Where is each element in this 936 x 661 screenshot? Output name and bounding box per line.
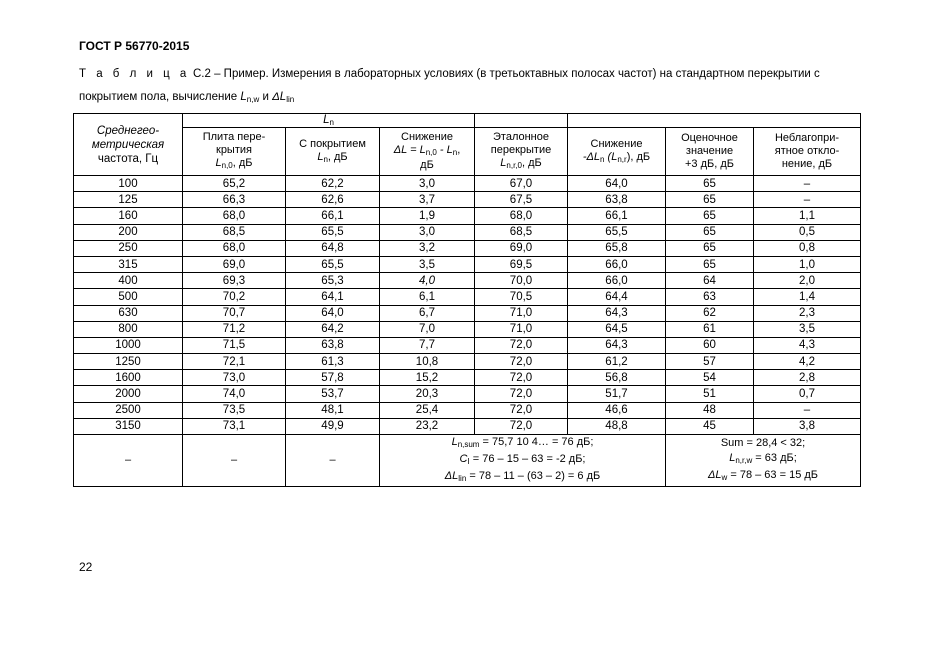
table-cell: 160: [74, 208, 183, 224]
table-cell: 315: [74, 256, 183, 272]
caption-var1: L: [240, 91, 247, 103]
table-cell: 64: [666, 273, 754, 289]
table-cell: –: [754, 176, 861, 192]
table-caption: [79, 63, 869, 111]
table-cell: 800: [74, 321, 183, 337]
table-row: [74, 354, 861, 370]
table-row: [74, 418, 861, 434]
summary-cell: –: [74, 435, 183, 487]
table-cell: 67,0: [475, 176, 568, 192]
table-cell: 3,8: [754, 418, 861, 434]
table-cell: 2,0: [754, 273, 861, 289]
table-cell: 62: [666, 305, 754, 321]
col-header-deviation: Неблагопри- ятное откло- нение, дБ: [754, 128, 861, 176]
table-cell: 64,8: [286, 240, 380, 256]
table-cell: 46,6: [568, 402, 666, 418]
col-header-reduction-2: Снижение $-\Delta L_n$ $(L_{n,r})$, дБ: [568, 128, 666, 176]
col-group-header-ln: $L_n$: [183, 114, 475, 128]
table-cell: 3,5: [380, 256, 475, 272]
table-cell: 61: [666, 321, 754, 337]
table-cell: 63: [666, 289, 754, 305]
table-cell: 3150: [74, 418, 183, 434]
document-header: ГОСТ Р 56770-2015: [79, 39, 190, 53]
table-row: [74, 289, 861, 305]
table-cell: 70,2: [183, 289, 286, 305]
table-cell: 63,8: [286, 337, 380, 353]
table-cell: 4,2: [754, 354, 861, 370]
table-cell: 68,0: [475, 208, 568, 224]
table-cell: 3,5: [754, 321, 861, 337]
table-cell: 61,2: [568, 354, 666, 370]
table-cell: 71,0: [475, 321, 568, 337]
caption-var1-sub: n,w: [246, 95, 260, 104]
table-cell: 65: [666, 256, 754, 272]
table-cell: 23,2: [380, 418, 475, 434]
table-row: [74, 224, 861, 240]
table-cell: –: [754, 192, 861, 208]
table-cell: 65,8: [568, 240, 666, 256]
table-row: [74, 208, 861, 224]
table-cell: 68,5: [183, 224, 286, 240]
table-cell: 15,2: [380, 370, 475, 386]
table-cell: 64,3: [568, 337, 666, 353]
table-cell: 3,0: [380, 176, 475, 192]
col-group-header-empty-2: [568, 114, 861, 128]
table-cell: 73,5: [183, 402, 286, 418]
table-cell: 64,3: [568, 305, 666, 321]
table-cell: 2000: [74, 386, 183, 402]
table-cell: 53,7: [286, 386, 380, 402]
table-cell: 57: [666, 354, 754, 370]
table-cell: 64,2: [286, 321, 380, 337]
table-cell: 71,2: [183, 321, 286, 337]
table-cell: 72,0: [475, 386, 568, 402]
table-cell: –: [754, 402, 861, 418]
table-cell: 72,0: [475, 402, 568, 418]
table-cell: 2500: [74, 402, 183, 418]
table-cell: 67,5: [475, 192, 568, 208]
col-group-header-empty: [475, 114, 568, 128]
table-row: [74, 256, 861, 272]
table-cell: 68,5: [475, 224, 568, 240]
table-cell: 64,0: [286, 305, 380, 321]
table-cell: 72,0: [475, 354, 568, 370]
table-cell: 0,5: [754, 224, 861, 240]
table-cell: 66,0: [568, 256, 666, 272]
table-cell: 69,3: [183, 273, 286, 289]
table-cell: 500: [74, 289, 183, 305]
table-row: [74, 402, 861, 418]
table-cell: 54: [666, 370, 754, 386]
table-cell: 250: [74, 240, 183, 256]
table-cell: 51: [666, 386, 754, 402]
table-cell: 100: [74, 176, 183, 192]
table-cell: 1250: [74, 354, 183, 370]
table-cell: 64,4: [568, 289, 666, 305]
table-row: [74, 305, 861, 321]
table-cell: 63,8: [568, 192, 666, 208]
table-row: [74, 273, 861, 289]
table-cell: 48: [666, 402, 754, 418]
table-row: [74, 370, 861, 386]
table-cell: 65: [666, 224, 754, 240]
table-cell: 3,7: [380, 192, 475, 208]
table-cell: 6,7: [380, 305, 475, 321]
table-cell: 72,0: [475, 337, 568, 353]
table-cell: 68,0: [183, 240, 286, 256]
table-cell: 0,7: [754, 386, 861, 402]
table-cell: 1,4: [754, 289, 861, 305]
table-cell: 65: [666, 208, 754, 224]
table-cell: 74,0: [183, 386, 286, 402]
table-cell: 60: [666, 337, 754, 353]
table-cell: 68,0: [183, 208, 286, 224]
col-header-slab: Плита пере- крытия $L_{n,0}$, дБ: [183, 128, 286, 176]
summary-formulas-left: $L_{n,sum} = 75,7$ 10 4… = 76 дБ; $C_I = 76 - 15 - 63 = -2$ дБ; $\Delta L_{lin} = 78 - 11 - (63 - 2) = 6$ дБ: [380, 435, 666, 487]
table-cell: 72,0: [475, 418, 568, 434]
table-cell: 61,3: [286, 354, 380, 370]
table-cell: 48,8: [568, 418, 666, 434]
table-cell: 125: [74, 192, 183, 208]
table-row: [74, 240, 861, 256]
col-header-reduction: Снижение $\Delta L = L_{n,0} - L_n$, дБ: [380, 128, 475, 176]
table-cell: 10,8: [380, 354, 475, 370]
table-cell: 72,1: [183, 354, 286, 370]
table-cell: 630: [74, 305, 183, 321]
table-cell: 45: [666, 418, 754, 434]
table-cell: 400: [74, 273, 183, 289]
caption-var2-sub: lin: [286, 95, 295, 104]
table-cell: 4,0: [380, 273, 475, 289]
table-cell: 7,7: [380, 337, 475, 353]
table-cell: 2,8: [754, 370, 861, 386]
table-cell: 65,3: [286, 273, 380, 289]
table-cell: 64,5: [568, 321, 666, 337]
table-cell: 4,3: [754, 337, 861, 353]
table-cell: 1,0: [754, 256, 861, 272]
table-cell: 6,1: [380, 289, 475, 305]
table-cell: 0,8: [754, 240, 861, 256]
table-cell: 66,1: [286, 208, 380, 224]
table-cell: 69,5: [475, 256, 568, 272]
table-cell: 1,9: [380, 208, 475, 224]
table-cell: 66,0: [568, 273, 666, 289]
col-header-reference-slab: Эталонное перекрытие $L_{n,r,0}$, дБ: [475, 128, 568, 176]
table-cell: 65,5: [568, 224, 666, 240]
table-cell: 73,0: [183, 370, 286, 386]
table-cell: 65,5: [286, 256, 380, 272]
table-cell: 71,0: [475, 305, 568, 321]
table-cell: 2,3: [754, 305, 861, 321]
table-cell: 48,1: [286, 402, 380, 418]
caption-prefix: Т а б л и ц а: [79, 68, 190, 80]
table-cell: 57,8: [286, 370, 380, 386]
table-cell: 20,3: [380, 386, 475, 402]
table-cell: 65: [666, 176, 754, 192]
table-cell: 3,2: [380, 240, 475, 256]
table-cell: 1600: [74, 370, 183, 386]
table-cell: 1,1: [754, 208, 861, 224]
table-cell: 71,5: [183, 337, 286, 353]
table-cell: 65,5: [286, 224, 380, 240]
table-cell: 69,0: [475, 240, 568, 256]
table-row: [74, 386, 861, 402]
col-header-frequency: Среднегео- метрическая частота, Гц: [74, 114, 183, 176]
page-number: 22: [79, 560, 93, 574]
summary-formulas-right: Sum = 28,4 < 32; $L_{n,r,w} = 63$ дБ; $\Delta L_w = 78 - 63 = 15$ дБ: [666, 435, 861, 487]
table-cell: 65,2: [183, 176, 286, 192]
table-cell: 72,0: [475, 370, 568, 386]
table-cell: 65: [666, 192, 754, 208]
caption-text: С.2 – Пример. Измерения в лабораторных условиях (в третьоктавных полосах частот) на стандартном перекрытии с покрытием пола, вычисление: [79, 68, 820, 103]
table-cell: 1000: [74, 337, 183, 353]
caption-conj: и: [262, 91, 269, 103]
table-cell: 69,0: [183, 256, 286, 272]
table-cell: 70,5: [475, 289, 568, 305]
summary-cell: –: [286, 435, 380, 487]
table-cell: 66,3: [183, 192, 286, 208]
table-cell: 73,1: [183, 418, 286, 434]
summary-row: [74, 435, 861, 487]
table-cell: 70,7: [183, 305, 286, 321]
table-cell: 7,0: [380, 321, 475, 337]
table-cell: 49,9: [286, 418, 380, 434]
table-row: [74, 337, 861, 353]
table-cell: 25,4: [380, 402, 475, 418]
table-cell: 56,8: [568, 370, 666, 386]
table-cell: 66,1: [568, 208, 666, 224]
col-header-rating: Оценочное значение +3 дБ, дБ: [666, 128, 754, 176]
table-cell: 62,6: [286, 192, 380, 208]
table-row: [74, 192, 861, 208]
table-cell: 3,0: [380, 224, 475, 240]
table-row: [74, 321, 861, 337]
table-row: [74, 176, 861, 192]
table-cell: 200: [74, 224, 183, 240]
table-cell: 64,1: [286, 289, 380, 305]
table-cell: 51,7: [568, 386, 666, 402]
table-cell: 62,2: [286, 176, 380, 192]
measurement-table: [73, 113, 861, 487]
summary-cell: –: [183, 435, 286, 487]
caption-var2: ΔL: [272, 91, 287, 103]
table-cell: 65: [666, 240, 754, 256]
table-cell: 64,0: [568, 176, 666, 192]
table-cell: 70,0: [475, 273, 568, 289]
col-header-with-covering: С покрытием $L_n$, дБ: [286, 128, 380, 176]
